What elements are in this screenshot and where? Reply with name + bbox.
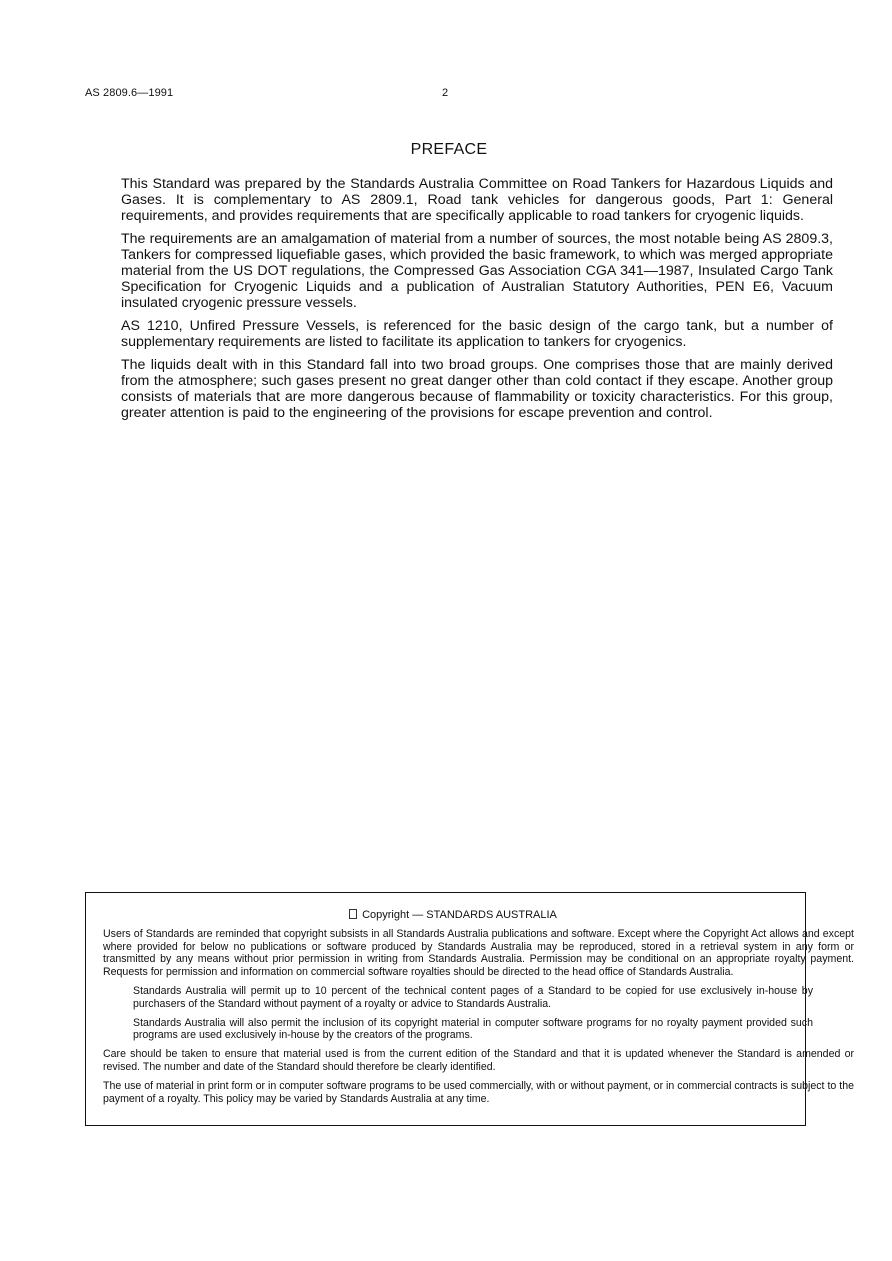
copyright-paragraph-1: Users of Standards are reminded that copyright subsists in all Standards Australia publications and software. Except where the Copyright Act allows and except where provided for below no publications or software produced by Standards Australia may be reproduced, stored in a retrieval system in any form or transmitted by any means without prior permission in writing from Standards Australia. Permission may be conditional on an appropriate royalty payment. Requests for permission and information on commercial software royalties should be directed to the head office of Standards Australia. — [103, 927, 854, 979]
copyright-title-text: Copyright — STANDARDS AUSTRALIA — [362, 909, 557, 921]
copyright-indented-paragraph-2: Standards Australia will also permit the inclusion of its copyright material in computer software programs for no royalty payment provided such programs are used exclusively in-house by the creators of the programs. — [133, 1016, 813, 1042]
preface-paragraph-4: The liquids dealt with in this Standard fall into two broad groups. One comprises those that are mainly derived from the atmosphere; such gases present no great danger other than cold contact if they escape. Another group consists of materials that are more dangerous because of flammability or toxicity characteristics. For this group, greater attention is paid to the engineering of the provisions for escape prevention and control. — [121, 357, 833, 421]
preface-body — [121, 176, 833, 428]
preface-heading: PREFACE — [410, 141, 488, 158]
copyright-closing-paragraph-2: The use of material in print form or in computer software programs to be used commercially, with or without payment, or in commercial contracts is subject to the payment of a royalty. This policy may be varied by Standards Australia at any time. — [103, 1079, 854, 1105]
copyright-closing-paragraph-1: Care should be taken to ensure that material used is from the current edition of the Standard and that it is updated whenever the Standard is amended or revised. The number and date of the Standard should therefore be clearly identified. — [103, 1048, 854, 1073]
copyright-notice-box — [85, 892, 854, 1126]
copyright-symbol-icon — [349, 909, 357, 919]
running-head: AS 2809.6—1991 — [85, 87, 174, 99]
copyright-title — [103, 909, 803, 922]
page-number: 2 — [442, 87, 449, 99]
preface-paragraph-1: This Standard was prepared by the Standards Australia Committee on Road Tankers for Hazardous Liquids and Gases. It is complementary to AS 2809.1, Road tank vehicles for dangerous goods, Part 1: General requirements, and provides requirements that are specifically applicable to road tankers for cryogenic liquids. — [121, 176, 833, 224]
preface-paragraph-3: AS 1210, Unfired Pressure Vessels, is referenced for the basic design of the cargo tank, but a number of supplementary requirements are listed to facilitate its application to tankers for cryogenics. — [121, 318, 833, 350]
preface-paragraph-2: The requirements are an amalgamation of material from a number of sources, the most notable being AS 2809.3, Tankers for compressed liquefiable gases, which provided the basic framework, to which was merged appropriate material from the US DOT regulations, the Compressed Gas Association CGA 341—1987, Insulated Cargo Tank Specification for Cryogenic Liquids and a publication of Australian Statutory Authorities, PEN E6, Vacuum insulated cryogenic pressure vessels. — [121, 231, 833, 311]
copyright-indented-paragraph-1: Standards Australia will permit up to 10 percent of the technical content pages of a Standard to be copied for use exclusively in-house by purchasers of the Standard without payment of a royalty or advice to Standards Australia. — [133, 984, 813, 1010]
